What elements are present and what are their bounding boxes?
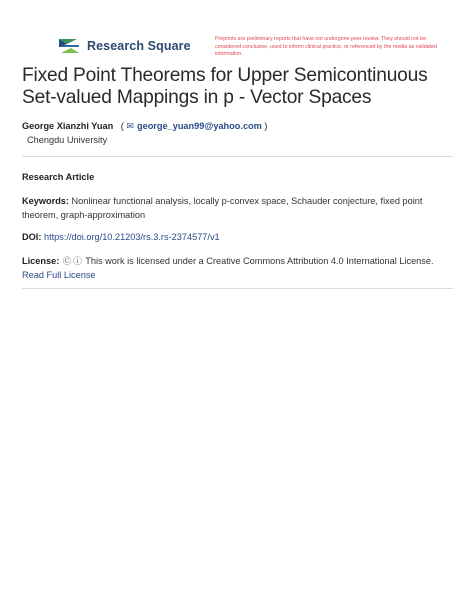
license	[22, 255, 454, 282]
author-email-link[interactable]: george_yuan99@yahoo.com	[136, 121, 262, 131]
author-name: George Xianzhi Yuan	[22, 121, 114, 131]
close-paren: )	[264, 121, 268, 131]
keywords	[22, 195, 442, 222]
divider	[22, 288, 453, 289]
doi-link[interactable]: https://doi.org/10.21203/rs.3.rs-2374577/v1	[43, 232, 220, 242]
keywords-label: Keywords:	[22, 196, 69, 206]
preprint-disclaimer: Preprints are preliminary reports that have not undergone peer review. They should not be considered conclusive, used to inform clinical practice, or referenced by the media as validated information.	[215, 36, 437, 58]
page-title: Fixed Point Theorems for Upper Semicontinuous Set-valued Mappings in p - Vector Spaces	[22, 65, 428, 108]
article-type: Research Article	[22, 172, 95, 182]
author-affiliation: Chengdu University	[27, 135, 108, 145]
open-paren: (	[120, 121, 124, 131]
research-square-logo-icon	[57, 37, 81, 55]
doi-label: DOI:	[22, 232, 42, 242]
read-full-license-link[interactable]: Read Full License	[22, 269, 96, 280]
research-square-logo[interactable]	[57, 37, 191, 55]
attribution-icon: ⓘ	[73, 256, 82, 266]
doi	[22, 232, 220, 242]
author-line	[22, 121, 267, 132]
header	[0, 0, 474, 64]
license-label: License:	[22, 256, 60, 266]
divider	[22, 156, 453, 157]
keywords-text: Nonlinear functional analysis, locally p-convex space, Schauder conjecture, fixed point theorem, graph-approximation	[22, 196, 423, 220]
license-text: This work is licensed under a Creative Commons Attribution 4.0 International License.	[85, 256, 434, 266]
envelope-icon: ✉	[126, 121, 134, 131]
creative-commons-icon: Ⓒ	[62, 256, 72, 266]
logo-text: Research Square	[87, 39, 191, 53]
